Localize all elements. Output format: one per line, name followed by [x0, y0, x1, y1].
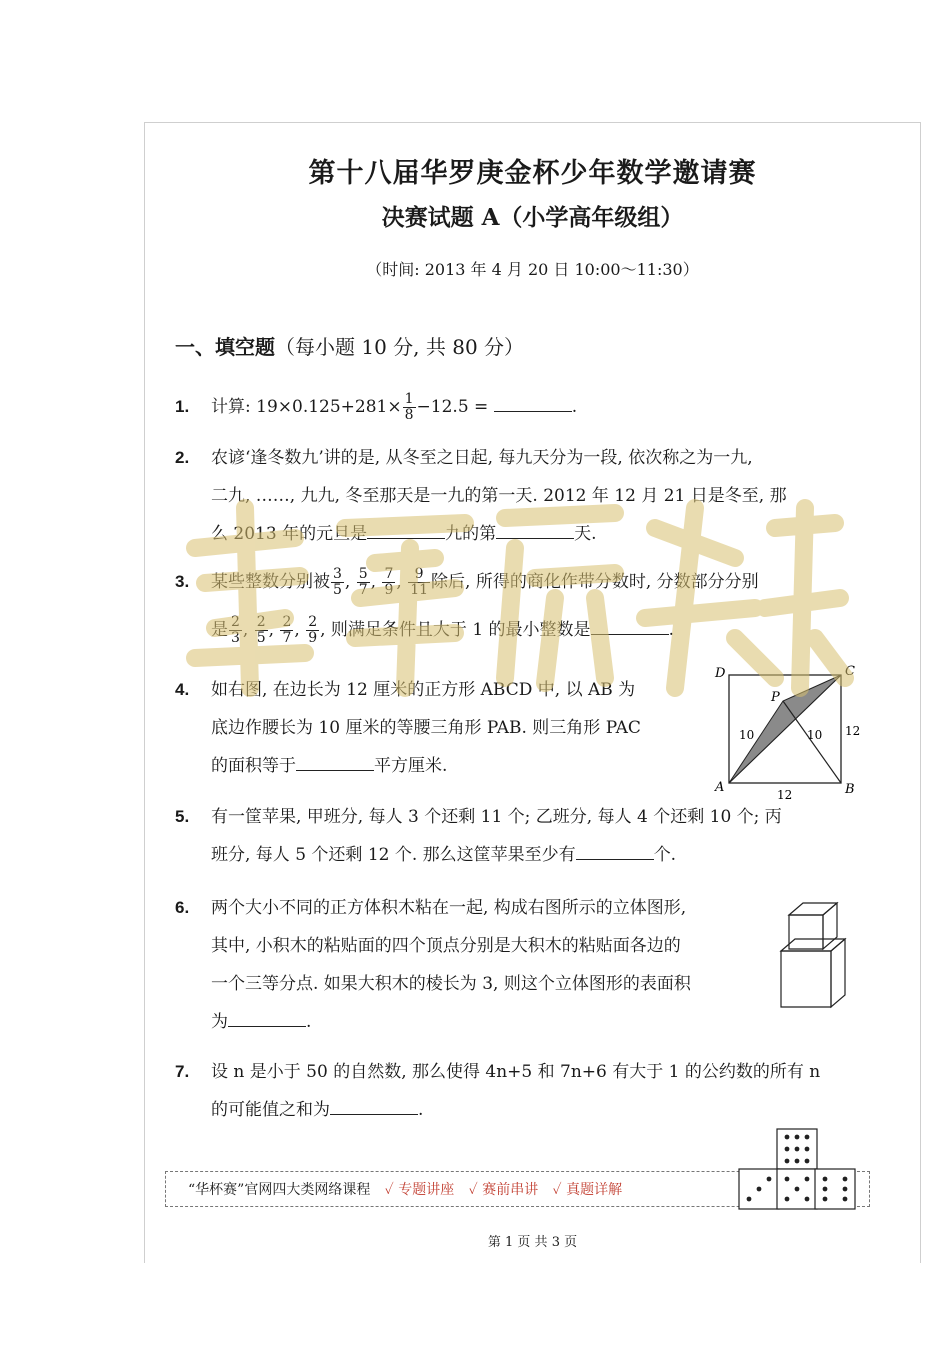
- question-number: 7.: [175, 1062, 190, 1081]
- answer-blank[interactable]: [496, 522, 574, 539]
- page-footer: 第 1 页 共 3 页: [487, 1235, 578, 1250]
- label-p: P: [771, 690, 780, 705]
- answer-blank[interactable]: [296, 754, 374, 771]
- question-number: 3.: [175, 572, 190, 591]
- dice-icon: [737, 1123, 859, 1215]
- square-figure: [707, 663, 861, 803]
- answer-blank[interactable]: [494, 395, 572, 412]
- label-pa-length: 10: [739, 728, 755, 742]
- question-number: 6.: [175, 898, 190, 917]
- promo-text: “华杯赛”官网四大类网络课程: [188, 1182, 371, 1198]
- question-text: 有一筐苹果, 甲班分, 每人 3 个还剩 11 个; 乙班分, 每人 4 个还剩 10 个; 丙: [211, 807, 782, 827]
- label-d: D: [715, 666, 726, 681]
- exam-time: （时间: 2013 年 4 月 20 日 10:00～11:30）: [366, 260, 699, 279]
- section-heading: [175, 331, 524, 360]
- question-text: 如右图, 在边长为 12 厘米的正方形 ABCD 中, 以 AB 为: [211, 680, 636, 700]
- label-b: B: [845, 782, 855, 797]
- label-side-length: 12: [845, 724, 861, 738]
- exam-subtitle: 决赛试题 A（小学高年级组）: [381, 204, 684, 231]
- promo-link-topics[interactable]: ✓ 专题讲座: [384, 1182, 455, 1198]
- answer-blank[interactable]: [367, 522, 445, 539]
- promo-link-solutions[interactable]: ✓ 真题详解: [552, 1182, 623, 1198]
- answer-blank[interactable]: [576, 843, 654, 860]
- answer-blank[interactable]: [228, 1010, 306, 1027]
- section-label: 一、填空题: [175, 335, 275, 359]
- fraction: $\frac{1}{8}$: [404, 391, 414, 423]
- question-text: 农谚‘逢冬数九’讲的是, 从冬至之日起, 每九天分为一段, 依次称之为一九,: [211, 448, 753, 468]
- exam-page: 第十八届华罗庚金杯少年数学邀请赛 决赛试题 A（小学高年级组） （时间: 2013 年 4 月 20 日 10:00～11:30） 一、填空题（每小题 10 分, 共 80 分） 1. 计算: 19×0.125+281× $\frac{1}{8}$ −12.5 = . 2. 农谚‘逢冬数九’讲的是, 从冬至之日起, 每九天分为一段, 依次称之为一九, 二九, ……, 九九, 冬至那天是一九的第一天. 2012 年 12 月 21 日是冬至, 那 么 2013 年的元旦是 九的第 天. 3. 某些整数分别被 $\frac{3}{5}$ , $\frac{5}{7}$ , $\frac{7}{9}$ , $\frac{9}{11}$ 除后, 所得的商化作带分数时, 分数部分分别 是 $\frac{2}{3}$ , $\frac{2}{5}$ , $\frac{2}{7}$ , $\frac{2}{9}$ , 则满足条件且大于 1 的最小整数是 . 4. 如右图, 在边长为 12 厘米的正方形 ABCD 中, 以 AB 为 底边作腰长为 10 厘米的等腰三角形 PAB. 则三角形 PAC 的面积等于 平方厘米. D C A B P 10 10 12 12 5. 有一筐苹果, 甲班分, 每人 3 个还剩 11 个; 乙班分, 每人 4 个还剩 10 个; 丙 班分, 每人 5 个还剩 12 个. 那么这筐苹果至少有 个. 6. 两个大小不同的正方体积木粘在一起, 构成右图所示的立体图形, 其中, 小积木的粘贴面的四个顶点分别是大积木的粘贴面各边的 一个三等分点. 如果大积木的棱长为 3, 则这个立体图形的表面积 为 . 7. 设 n 是小于 50 的自然数, 那么使得 4n+5 和 7n+6 有大于 1 的公约数的所有 n 的可能值之和为 . “华杯赛”官网四大类网络课程 ✓ 专题讲座 ✓ 赛前串讲 ✓ 真题详解 第 1 页 共 3 页: [144, 122, 921, 1263]
- question-number: 5.: [175, 807, 190, 826]
- question-number: 2.: [175, 448, 190, 467]
- question-number: 4.: [175, 680, 190, 699]
- promo-link-review[interactable]: ✓ 赛前串讲: [468, 1182, 539, 1198]
- question-text: 某些整数分别被: [211, 572, 330, 592]
- answer-blank[interactable]: [591, 618, 669, 635]
- question-number: 1.: [175, 397, 190, 416]
- exam-title: 第十八届华罗庚金杯少年数学邀请赛: [308, 158, 757, 189]
- label-bottom-length: 12: [777, 788, 793, 802]
- label-a: A: [715, 780, 725, 795]
- section-note: （每小题 10 分, 共 80 分）: [275, 335, 525, 359]
- question-text: 设 n 是小于 50 的自然数, 那么使得 4n+5 和 7n+6 有大于 1 的公约数的所有 n: [211, 1062, 821, 1082]
- label-pb-length: 10: [807, 728, 823, 742]
- cubes-figure: [775, 895, 855, 1015]
- label-c: C: [845, 664, 855, 679]
- answer-blank[interactable]: [330, 1098, 418, 1115]
- question-text: 两个大小不同的正方体积木粘在一起, 构成右图所示的立体图形,: [211, 898, 687, 918]
- question-text: 计算: 19×0.125+281×: [211, 397, 402, 417]
